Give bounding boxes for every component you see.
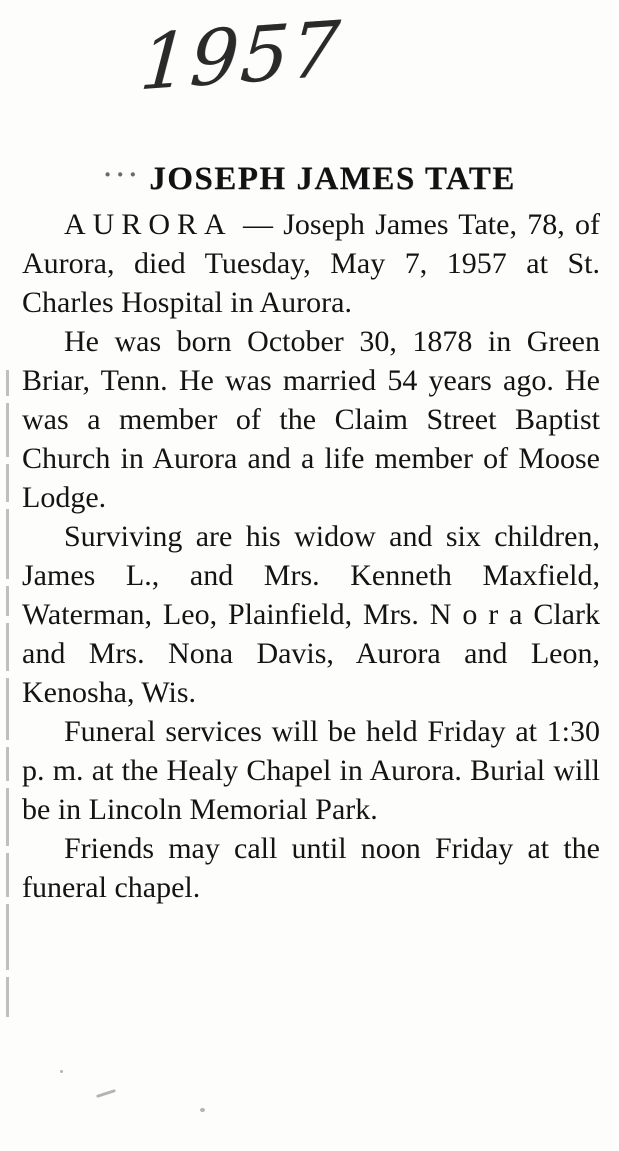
dateline-dash: —	[232, 208, 284, 241]
paragraph-4: Funeral services will be held Friday at 1:30 p. m. at the Healy Chapel in Aurora. Burial will be in Lincoln Memorial Park.	[22, 715, 600, 826]
paragraph-1	[22, 205, 600, 322]
page-title: JOSEPH JAMES TATE	[149, 161, 516, 197]
handwritten-year-annotation: 1957	[137, 3, 345, 108]
paragraph-3: Surviving are his widow and six children, James L., and Mrs. Kenneth Maxfield, Waterman, Leo, Plainfield, Mrs. N o r a Clark and Mrs. Nona Davis, Aurora and Leon, Kenosha, Wis.	[22, 520, 600, 709]
dateline-city: AURORA	[64, 208, 233, 241]
scan-speck	[200, 1108, 205, 1112]
obituary-body	[22, 205, 600, 907]
paragraph-1-text: Joseph James Tate, 78, of Aurora, died Tuesday, May 7, 1957 at St. Charles Hospital in Aurora.	[22, 208, 600, 319]
scan-speck	[96, 1089, 116, 1098]
torn-edge-artifact	[6, 370, 14, 1070]
leading-dots-artifact: ···	[103, 160, 142, 189]
paragraph-2: He was born October 30, 1878 in Green Briar, Tenn. He was married 54 years ago. He was a member of the Claim Street Baptist Church in Aurora and a life member of Moose Lodge.	[22, 325, 600, 514]
obituary-headline-row	[0, 160, 619, 198]
scan-speck	[60, 1070, 63, 1073]
paragraph-5: Friends may call until noon Friday at the funeral chapel.	[22, 832, 600, 904]
